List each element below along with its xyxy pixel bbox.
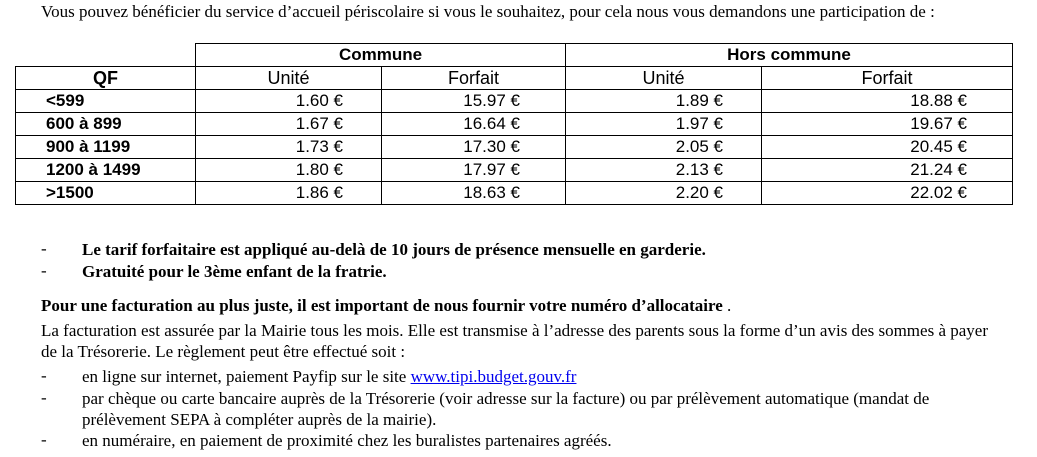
payment-online	[82, 366, 576, 387]
bullet-dash: -	[41, 261, 47, 280]
commune-forfait-cell: 15.97 €	[382, 90, 566, 113]
allocataire-notice-bold: Pour une facturation au plus juste, il est important de nous fournir votre numéro d’allocataire	[41, 296, 723, 315]
hors-commune-unite-cell: 2.20 €	[566, 182, 762, 205]
billing-paragraph: La facturation est assurée par la Mairie tous les mois. Elle est transmise à l’adresse des parents sous la forme d’un avis des sommes à payer de la Trésorerie. Le règlement peut être effectué soit :	[41, 321, 988, 361]
table-row	[16, 136, 1013, 159]
hors-commune-unite-cell: 1.89 €	[566, 90, 762, 113]
group-hors-commune-header: Hors commune	[566, 44, 1013, 67]
note-forfait: Le tarif forfaitaire est appliqué au-delà de 10 jours de présence mensuelle en garderie.	[82, 240, 706, 259]
bullet-dash: -	[41, 239, 47, 258]
qf-cell: 1200 à 1499	[16, 159, 196, 182]
bullet-dash: -	[41, 366, 47, 385]
intro-text: Vous pouvez bénéficier du service d’accueil périscolaire si vous le souhaitez, pour cela nous vous demandons une participation de :	[41, 2, 935, 21]
commune-forfait-header: Forfait	[382, 67, 566, 90]
qf-cell: >1500	[16, 182, 196, 205]
bullet-dash: -	[41, 388, 47, 407]
commune-forfait-cell: 17.97 €	[382, 159, 566, 182]
table-row	[16, 90, 1013, 113]
commune-unite-cell: 1.73 €	[196, 136, 382, 159]
note-gratuite: Gratuité pour le 3ème enfant de la fratrie.	[82, 262, 387, 281]
hors-commune-forfait-header: Forfait	[762, 67, 1013, 90]
allocataire-notice	[41, 295, 731, 316]
commune-unite-header: Unité	[196, 67, 382, 90]
qf-cell: <599	[16, 90, 196, 113]
hors-commune-forfait-cell: 22.02 €	[762, 182, 1013, 205]
commune-unite-cell: 1.86 €	[196, 182, 382, 205]
hors-commune-forfait-cell: 21.24 €	[762, 159, 1013, 182]
table-row	[16, 182, 1013, 205]
commune-unite-cell: 1.60 €	[196, 90, 382, 113]
hors-commune-unite-header: Unité	[566, 67, 762, 90]
tariff-table	[15, 43, 1013, 205]
payment-cheque-card: par chèque ou carte bancaire auprès de la Trésorerie (voir adresse sur la facture) ou par prélèvement automatique (mandat de prélèvement SEPA à compléter auprès de la mairie).	[82, 389, 930, 429]
hors-commune-unite-cell: 1.97 €	[566, 113, 762, 136]
payfip-link[interactable]: www.tipi.budget.gouv.fr	[410, 367, 577, 386]
table-group-header-row	[16, 44, 1013, 67]
hors-commune-forfait-cell: 18.88 €	[762, 90, 1013, 113]
payment-cash: en numéraire, en paiement de proximité chez les buralistes partenaires agréés.	[82, 431, 612, 450]
table-column-header-row	[16, 67, 1013, 90]
payment-online-text: en ligne sur internet, paiement Payfip sur le site	[82, 367, 411, 386]
allocataire-notice-end: .	[722, 296, 732, 315]
qf-cell: 900 à 1199	[16, 136, 196, 159]
hors-commune-forfait-cell: 20.45 €	[762, 136, 1013, 159]
commune-forfait-cell: 16.64 €	[382, 113, 566, 136]
table-row	[16, 113, 1013, 136]
commune-unite-cell: 1.67 €	[196, 113, 382, 136]
hors-commune-forfait-cell: 19.67 €	[762, 113, 1013, 136]
qf-column-header: QF	[16, 67, 196, 90]
table-corner-cell	[16, 44, 196, 67]
bullet-dash: -	[41, 430, 47, 449]
commune-forfait-cell: 17.30 €	[382, 136, 566, 159]
qf-cell: 600 à 899	[16, 113, 196, 136]
hors-commune-unite-cell: 2.05 €	[566, 136, 762, 159]
commune-forfait-cell: 18.63 €	[382, 182, 566, 205]
hors-commune-unite-cell: 2.13 €	[566, 159, 762, 182]
table-row	[16, 159, 1013, 182]
group-commune-header: Commune	[196, 44, 566, 67]
commune-unite-cell: 1.80 €	[196, 159, 382, 182]
